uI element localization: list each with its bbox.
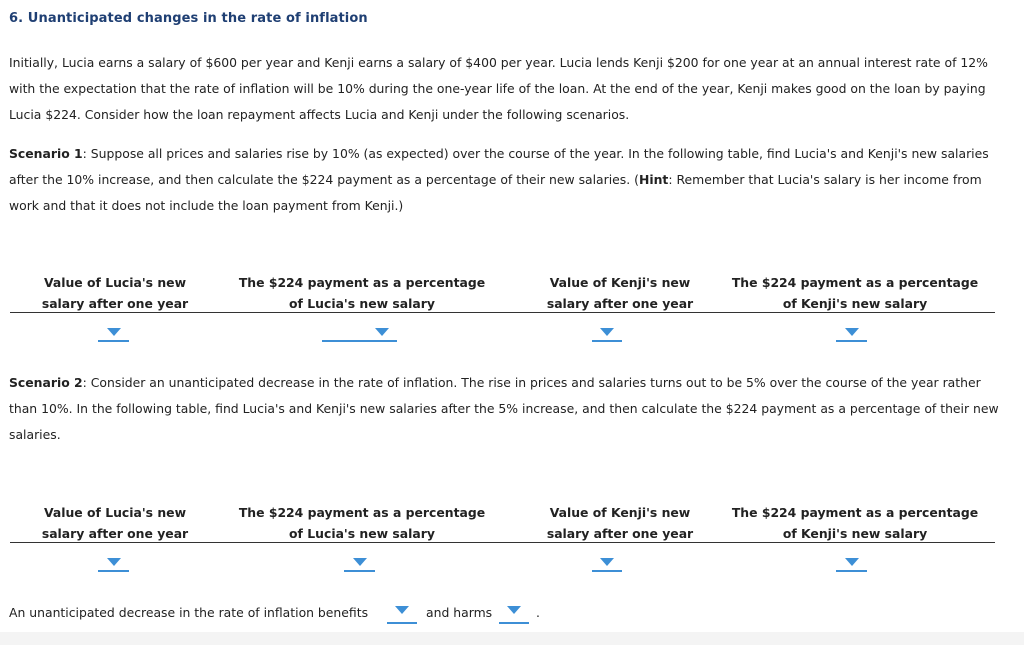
triangle-down-icon: [353, 558, 367, 566]
scenario2-text: : Consider an unanticipated decrease in the rate of inflation. The rise in prices and salaries turns out to be 5% over the course of the year rather than 10%. In the following table, find Lucia's and Kenji's new salaries after the 5% increase, and then calculate the $224 payment as a percentage of their new salaries.: [9, 375, 999, 442]
col-header-line1: Value of Lucia's new: [43, 275, 187, 290]
triangle-down-icon: [600, 558, 614, 566]
col-header-line1: Value of Lucia's new: [43, 505, 187, 520]
triangle-down-icon: [845, 558, 859, 566]
col-header-lucia-percentage: [222, 272, 502, 314]
col-header-kenji-percentage: [715, 502, 995, 544]
lucia-percentage-dropdown[interactable]: [322, 324, 397, 342]
col-header-line1: The $224 payment as a percentage: [238, 505, 486, 520]
triangle-down-icon: [107, 328, 121, 336]
scenario2-label: Scenario 2: [9, 375, 83, 390]
scenario1-label: Scenario 1: [9, 146, 83, 161]
lucia-salary-dropdown[interactable]: [98, 554, 129, 572]
kenji-salary-dropdown[interactable]: [592, 324, 622, 342]
conclusion-text-b: and harms: [426, 605, 493, 620]
col-header-lucia-salary: [10, 272, 220, 314]
col-header-line2: of Kenji's new salary: [782, 296, 928, 311]
harms-dropdown[interactable]: [499, 606, 529, 624]
triangle-down-icon: [395, 606, 409, 614]
hint-label: Hint: [638, 172, 669, 187]
col-header-kenji-percentage: [715, 272, 995, 314]
scenario1-text-a: : Suppose all prices and salaries rise by 10% (as expected) over the course of the year. In the following table, find Lucia's and Kenji's new salaries after the 10% increase, and then calculate the $224 payment as a percentage of their new salaries. (: [9, 146, 989, 187]
scenario1-text-b: : Remember that Lucia's salary is her income from work and that it does not include the loan payment from Kenji.): [9, 172, 982, 213]
triangle-down-icon: [107, 558, 121, 566]
col-header-line2: salary after one year: [41, 296, 189, 311]
col-header-line1: The $224 payment as a percentage: [238, 275, 486, 290]
lucia-percentage-dropdown[interactable]: [344, 554, 375, 572]
col-header-line1: The $224 payment as a percentage: [731, 275, 979, 290]
col-header-kenji-salary: [515, 272, 725, 314]
kenji-percentage-dropdown[interactable]: [836, 554, 867, 572]
lucia-salary-dropdown[interactable]: [98, 324, 129, 342]
scenario2-paragraph: [9, 370, 1009, 448]
triangle-down-icon: [600, 328, 614, 336]
col-header-line1: The $224 payment as a percentage: [731, 505, 979, 520]
triangle-down-icon: [375, 328, 389, 336]
col-header-line1: Value of Kenji's new: [549, 275, 691, 290]
col-header-line2: salary after one year: [546, 526, 694, 541]
question-title: 6. Unanticipated changes in the rate of inflation: [9, 11, 368, 26]
col-header-line2: of Lucia's new salary: [289, 296, 435, 311]
col-header-line2: of Kenji's new salary: [782, 526, 928, 541]
triangle-down-icon: [507, 606, 521, 614]
kenji-salary-dropdown[interactable]: [592, 554, 622, 572]
kenji-percentage-dropdown[interactable]: [836, 324, 867, 342]
intro-paragraph: Initially, Lucia earns a salary of $600 per year and Kenji earns a salary of $400 per year. Lucia lends Kenji $200 for one year at an annual interest rate of 12% with the expectation that the rate of inflation will be 10% during the one-year life of the loan. At the end of the year, Kenji makes good on the loan by paying Lucia $224. Consider how the loan repayment affects Lucia and Kenji under the following scenarios.: [9, 55, 988, 122]
col-header-line2: salary after one year: [546, 296, 694, 311]
footer-bar: [0, 632, 1024, 645]
conclusion-text-c: .: [536, 605, 540, 620]
scenario1-paragraph: [9, 141, 1009, 219]
conclusion-text-a: An unanticipated decrease in the rate of inflation benefits: [9, 605, 369, 620]
col-header-lucia-percentage: [222, 502, 502, 544]
col-header-line1: Value of Kenji's new: [549, 505, 691, 520]
benefits-dropdown[interactable]: [387, 606, 417, 624]
col-header-lucia-salary: [10, 502, 220, 544]
triangle-down-icon: [845, 328, 859, 336]
scenario1-table-header: [10, 272, 995, 313]
scenario2-table-header: [10, 502, 995, 543]
col-header-kenji-salary: [515, 502, 725, 544]
col-header-line2: of Lucia's new salary: [289, 526, 435, 541]
col-header-line2: salary after one year: [41, 526, 189, 541]
